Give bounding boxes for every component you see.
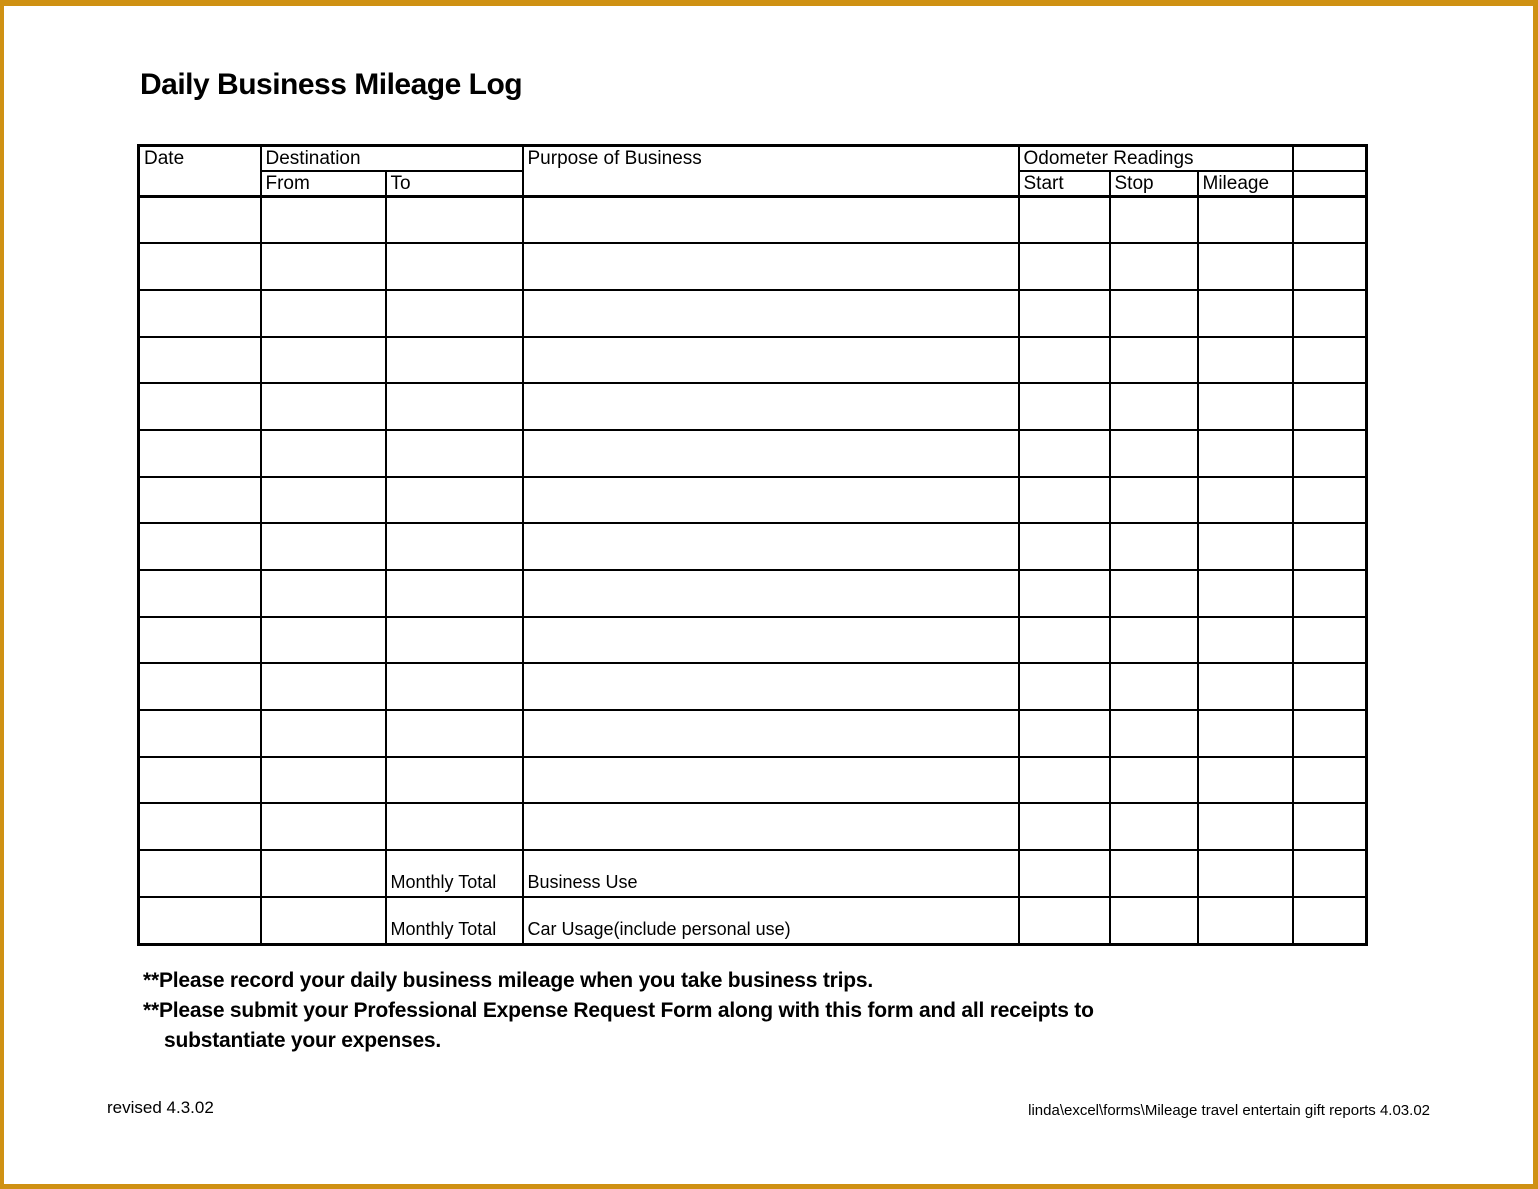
monthly-total-label: Monthly Total [386, 850, 523, 897]
monthly-total-car-row [139, 897, 1367, 944]
note-submit-form: **Please submit your Professional Expense Request Form along with this form and all receipts to [143, 999, 1094, 1022]
log-cell [1110, 383, 1198, 430]
log-cell [139, 803, 261, 850]
log-cell [139, 523, 261, 570]
log-cell [261, 897, 386, 944]
log-cell [1019, 337, 1110, 384]
log-cell [1110, 197, 1198, 244]
log-cell [139, 290, 261, 337]
log-cell [261, 663, 386, 710]
log-cell [261, 477, 386, 524]
log-cell [1293, 710, 1367, 757]
file-path-text: linda\excel\forms\Mileage travel entertain gift reports 4.03.02 [1028, 1102, 1430, 1119]
col-header-purpose: Purpose of Business [523, 146, 1019, 197]
log-cell [1198, 803, 1293, 850]
log-cell [139, 337, 261, 384]
log-cell [1110, 897, 1198, 944]
log-cell [386, 430, 523, 477]
log-row [139, 477, 1367, 524]
log-cell [1198, 850, 1293, 897]
log-cell [261, 803, 386, 850]
log-cell [261, 337, 386, 384]
log-cell [386, 383, 523, 430]
log-cell [1293, 663, 1367, 710]
log-cell [1110, 617, 1198, 664]
log-cell [1110, 290, 1198, 337]
log-cell [1198, 383, 1293, 430]
log-cell [139, 383, 261, 430]
log-row [139, 523, 1367, 570]
col-header-to: To [386, 171, 523, 197]
log-cell [523, 570, 1019, 617]
table-header [139, 146, 1367, 197]
log-cell [386, 803, 523, 850]
log-cell [139, 710, 261, 757]
log-cell [1293, 430, 1367, 477]
log-cell [386, 523, 523, 570]
log-cell [1019, 290, 1110, 337]
log-cell [1198, 897, 1293, 944]
log-cell [523, 710, 1019, 757]
log-row [139, 337, 1367, 384]
log-cell [1110, 710, 1198, 757]
business-use-label: Business Use [523, 850, 1019, 897]
log-cell [1293, 477, 1367, 524]
revision-text: revised 4.3.02 [107, 1098, 214, 1117]
log-cell [386, 290, 523, 337]
log-cell [1293, 290, 1367, 337]
mileage-log-table [137, 144, 1368, 946]
log-cell [1198, 430, 1293, 477]
log-cell [1019, 617, 1110, 664]
log-cell [261, 523, 386, 570]
log-cell [139, 197, 261, 244]
log-cell [1019, 570, 1110, 617]
col-header-from: From [261, 171, 386, 197]
log-cell [1293, 850, 1367, 897]
log-cell [1293, 570, 1367, 617]
log-cell [1019, 430, 1110, 477]
log-cell [139, 850, 261, 897]
log-cell [1019, 477, 1110, 524]
log-cell [1019, 757, 1110, 804]
log-cell [523, 430, 1019, 477]
log-cell [1110, 337, 1198, 384]
log-cell [139, 243, 261, 290]
log-cell [1293, 383, 1367, 430]
log-cell [261, 243, 386, 290]
log-cell [386, 710, 523, 757]
log-cell [261, 757, 386, 804]
log-entry-rows [139, 197, 1367, 851]
col-header-stop: Stop [1110, 171, 1198, 197]
log-cell [1110, 570, 1198, 617]
log-cell [1293, 523, 1367, 570]
log-row [139, 383, 1367, 430]
log-cell [139, 663, 261, 710]
log-cell [1293, 197, 1367, 244]
log-cell [261, 383, 386, 430]
car-usage-label: Car Usage(include personal use) [523, 897, 1019, 944]
log-cell [1198, 337, 1293, 384]
log-cell [1198, 523, 1293, 570]
log-cell [1110, 757, 1198, 804]
log-row [139, 430, 1367, 477]
log-cell [261, 290, 386, 337]
log-cell [1019, 663, 1110, 710]
log-row [139, 803, 1367, 850]
log-cell [1198, 197, 1293, 244]
log-cell [386, 617, 523, 664]
log-row [139, 290, 1367, 337]
log-cell [1198, 710, 1293, 757]
log-cell [1019, 383, 1110, 430]
log-cell [1198, 617, 1293, 664]
log-cell [1198, 570, 1293, 617]
log-cell [139, 430, 261, 477]
log-cell [523, 290, 1019, 337]
log-row [139, 663, 1367, 710]
col-header-odometer: Odometer Readings [1019, 146, 1293, 172]
log-cell [386, 197, 523, 244]
log-cell [523, 477, 1019, 524]
log-cell [386, 243, 523, 290]
log-cell [1110, 523, 1198, 570]
log-row [139, 570, 1367, 617]
monthly-total-business-row [139, 850, 1367, 897]
log-cell [1019, 803, 1110, 850]
log-cell [1019, 850, 1110, 897]
log-cell [523, 617, 1019, 664]
log-cell [523, 523, 1019, 570]
log-cell [1110, 477, 1198, 524]
header-row-1 [139, 146, 1367, 172]
col-header-blank-top [1293, 146, 1367, 172]
instructions [143, 966, 1094, 1056]
log-cell [139, 570, 261, 617]
log-cell [523, 757, 1019, 804]
log-cell [1110, 803, 1198, 850]
log-cell [1293, 757, 1367, 804]
log-cell [261, 197, 386, 244]
col-header-destination: Destination [261, 146, 523, 172]
log-cell [523, 803, 1019, 850]
log-cell [1019, 197, 1110, 244]
log-cell [1019, 523, 1110, 570]
monthly-total-label: Monthly Total [386, 897, 523, 944]
log-cell [1293, 243, 1367, 290]
log-row [139, 757, 1367, 804]
log-cell [1198, 663, 1293, 710]
log-cell [1019, 710, 1110, 757]
log-cell [1019, 243, 1110, 290]
log-cell [1293, 337, 1367, 384]
log-row [139, 617, 1367, 664]
log-cell [386, 757, 523, 804]
log-cell [261, 430, 386, 477]
col-header-date: Date [139, 146, 261, 197]
note-record-mileage: **Please record your daily business mileage when you take business trips. [143, 969, 874, 992]
page-title: Daily Business Mileage Log [140, 68, 523, 101]
log-cell [139, 617, 261, 664]
log-cell [1198, 290, 1293, 337]
col-header-start: Start [1019, 171, 1110, 197]
log-row [139, 197, 1367, 244]
log-cell [139, 477, 261, 524]
log-cell [261, 710, 386, 757]
log-cell [1198, 757, 1293, 804]
log-cell [1198, 243, 1293, 290]
col-header-mileage: Mileage [1198, 171, 1293, 197]
log-cell [1293, 803, 1367, 850]
col-header-blank-bottom [1293, 171, 1367, 197]
log-cell [386, 337, 523, 384]
log-cell [261, 617, 386, 664]
log-cell [386, 477, 523, 524]
log-cell [1198, 477, 1293, 524]
log-cell [523, 337, 1019, 384]
log-cell [523, 383, 1019, 430]
log-cell [1293, 617, 1367, 664]
summary-rows [139, 850, 1367, 944]
log-cell [1293, 897, 1367, 944]
log-cell [139, 897, 261, 944]
log-cell [261, 850, 386, 897]
log-cell [1110, 850, 1198, 897]
log-row [139, 243, 1367, 290]
log-cell [523, 663, 1019, 710]
log-cell [1110, 243, 1198, 290]
log-cell [523, 197, 1019, 244]
log-cell [386, 570, 523, 617]
log-cell [1110, 430, 1198, 477]
log-row [139, 710, 1367, 757]
log-cell [1019, 897, 1110, 944]
log-cell [386, 663, 523, 710]
log-cell [1110, 663, 1198, 710]
note-substantiate: substantiate your expenses. [164, 1029, 442, 1052]
log-cell [139, 757, 261, 804]
log-cell [523, 243, 1019, 290]
log-cell [261, 570, 386, 617]
